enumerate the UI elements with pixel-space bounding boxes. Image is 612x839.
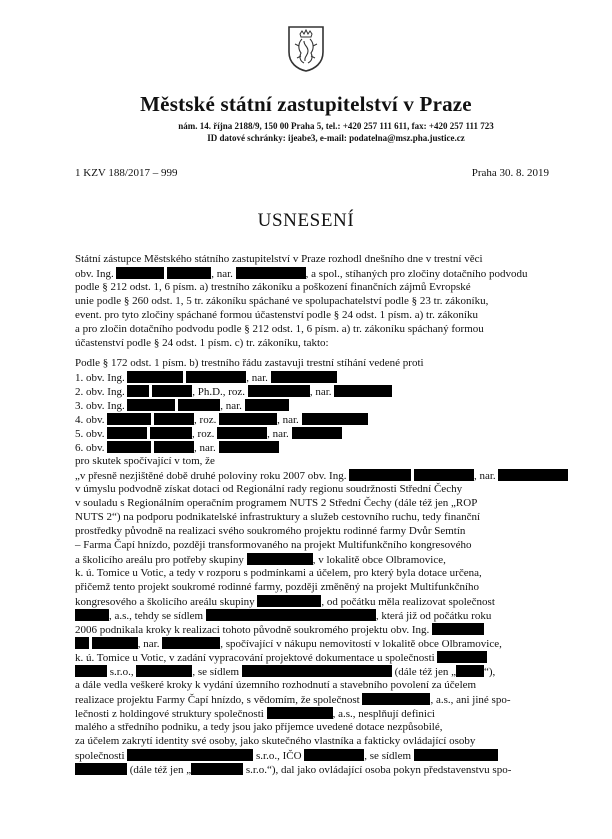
redaction bbox=[162, 637, 220, 649]
redaction bbox=[247, 553, 313, 565]
redaction bbox=[186, 371, 246, 383]
redaction bbox=[75, 609, 109, 621]
redaction bbox=[191, 763, 243, 775]
redaction bbox=[271, 371, 337, 383]
text-line: k. ú. Tomice u Votic, a tedy v rozporu s podmínkami a účelem, pro který byla dotace určena, bbox=[75, 567, 482, 579]
office-contact: ID datové schránky: ijeabe3, e-mail: podatelna@msz.pha.justice.cz bbox=[207, 133, 465, 143]
text-line: kongresového a školicího areálu skupiny , od počátku měla realizovat společnost bbox=[75, 596, 495, 608]
text-line: , a.s., tehdy se sídlem , která již od počátku roku bbox=[75, 609, 491, 623]
redaction bbox=[414, 749, 498, 761]
redaction bbox=[127, 385, 149, 397]
redaction bbox=[456, 665, 484, 677]
redaction bbox=[267, 707, 333, 719]
redaction bbox=[334, 385, 392, 397]
text-line: lečnosti z holdingové struktury společnosti , a.s., nesplňují definici bbox=[75, 708, 435, 720]
redaction bbox=[92, 637, 138, 649]
redaction bbox=[154, 441, 194, 453]
text-line: a školicího areálu pro potřeby skupiny , v lokalitě obce Olbramovice, bbox=[75, 554, 446, 566]
text-line: a dále vedla veškeré kroky k vydání územního rozhodnutí a stavebního povolení za účelem bbox=[75, 679, 477, 691]
accused-4: 4. obv. , roz. , nar. bbox=[75, 413, 368, 427]
text-line: a pro zločin dotačního podvodu podle § 212 odst. 1, 6 písm. a) tr. zákoníku spáchaný formou bbox=[75, 323, 484, 335]
text-line: v souladu s Regionálním operačním programem NUTS 2 Střední Čechy (dále též jen „ROP bbox=[75, 497, 478, 509]
document-title: USNESENÍ bbox=[257, 210, 355, 231]
redaction bbox=[107, 441, 151, 453]
text-line: Podle § 172 odst. 1 písm. b) trestního řádu zastavuji trestní stíhání vedené proti bbox=[75, 357, 424, 369]
text-line: účastenství podle § 24 odst. 1 písm. c) tr. zákoníku, takto: bbox=[75, 337, 329, 349]
text-line: (dále též jen „ s.r.o.“), dal jako ovládající osoba pokyn představenstvu spo- bbox=[75, 763, 511, 777]
text-line: realizace projektu Farmy Čapí hnízdo, s vědomím, že společnost , a.s., ani jiné spo- bbox=[75, 694, 511, 706]
redaction bbox=[349, 469, 411, 481]
text-line: NUTS 2“) na podporu podnikatelské infrastruktury a služeb cestovního ruchu, tedy finanční bbox=[75, 511, 481, 523]
text-line: s.r.o., , se sídlem (dále též jen „ “), bbox=[75, 665, 495, 679]
text-line: obv. Ing. , nar. , a spol., stíhaných pro zločiny dotačního podvodu bbox=[75, 268, 528, 280]
text-line: event. pro tyto zločiny spáchané formou účastenství podle § 24 odst. 1 písm. a) tr. zákoníku bbox=[75, 309, 478, 321]
text-line: podle § 212 odst. 1, 6 písm. a) trestního zákoníku a poškození finančních zájmů Evropské bbox=[75, 281, 471, 293]
redaction bbox=[236, 267, 306, 279]
redaction bbox=[167, 267, 211, 279]
redaction bbox=[437, 651, 487, 663]
text-line: 2006 podnikala kroky k realizaci tohoto původně soukromého projektu obv. Ing. bbox=[75, 623, 484, 637]
text-line: pro skutek spočívající v tom, že bbox=[75, 455, 215, 467]
accused-1: 1. obv. Ing. , nar. bbox=[75, 371, 337, 385]
redaction bbox=[136, 665, 192, 677]
text-line: „v přesně nezjištěné době druhé poloviny roku 2007 obv. Ing. , nar. bbox=[75, 469, 568, 483]
text-line: malého a středního podniku, a tedy jsou jako příjemce uvedené dotace nezpůsobilé, bbox=[75, 721, 443, 733]
redaction bbox=[242, 665, 392, 677]
accused-6: 6. obv. , nar. bbox=[75, 441, 279, 455]
text-line: za účelem zakrytí identity své osoby, jako skutečného vlastníka a fakticky ovládající osoby bbox=[75, 735, 476, 747]
accused-3: 3. obv. Ing. , nar. bbox=[75, 399, 289, 413]
redaction bbox=[178, 399, 220, 411]
text-line: unie podle § 260 odst. 1, 5 tr. zákoníku spáchané ve spolupachatelství podle § 23 tr. zákoníku, bbox=[75, 295, 489, 307]
redaction bbox=[432, 623, 484, 635]
text-line: přičemž tento projekt soukromé rodinné farmy, později změněný na projekt Multifunkčního bbox=[75, 581, 480, 593]
redaction bbox=[219, 413, 277, 425]
accused-5: 5. obv. , roz. , nar. bbox=[75, 427, 342, 441]
redaction bbox=[414, 469, 474, 481]
text-line: prostředky původně na realizaci svého soukromého projektu rodinné farmy Dvůr Semtín bbox=[75, 525, 466, 537]
text-line: , nar. , spočívající v nákupu nemovitostí v lokalitě obce Olbramovice, bbox=[75, 637, 502, 651]
text-line: k. ú. Tomice u Votic, v zadání vypracování projektové dokumentace u společnosti bbox=[75, 651, 487, 665]
text-line: v úmyslu podvodně získat dotaci od Regionální rady regionu soudržnosti Střední Čechy bbox=[75, 483, 463, 495]
redaction bbox=[304, 749, 364, 761]
redaction bbox=[116, 267, 164, 279]
redaction bbox=[107, 427, 147, 439]
redaction bbox=[206, 609, 376, 621]
redaction bbox=[75, 665, 107, 677]
office-name: Městské státní zastupitelství v Praze bbox=[140, 92, 472, 116]
text-line: společnosti s.r.o., IČO , se sídlem bbox=[75, 749, 498, 763]
redaction bbox=[107, 413, 151, 425]
text-line: – Farma Čapí hnízdo, později transformovaného na projekt Multifunkčního kongresového bbox=[75, 539, 472, 551]
case-reference: 1 KZV 188/2017 – 999 bbox=[75, 167, 178, 179]
redaction bbox=[217, 427, 267, 439]
redaction bbox=[127, 399, 175, 411]
accused-2: 2. obv. Ing. , Ph.D., roz. , nar. bbox=[75, 385, 392, 399]
redaction bbox=[75, 637, 89, 649]
text-line: Státní zástupce Městského státního zastupitelství v Praze rozhodl dnešního dne v trestní věci bbox=[75, 253, 483, 265]
redaction bbox=[248, 385, 310, 397]
redaction bbox=[219, 441, 279, 453]
redaction bbox=[75, 763, 127, 775]
redaction bbox=[292, 427, 342, 439]
redaction bbox=[498, 469, 568, 481]
redaction bbox=[152, 385, 192, 397]
redaction bbox=[127, 749, 253, 761]
redaction bbox=[362, 693, 430, 705]
office-address: nám. 14. října 2188/9, 150 00 Praha 5, tel.: +420 257 111 611, fax: +420 257 111 723 bbox=[178, 121, 494, 131]
redaction bbox=[154, 413, 194, 425]
redaction bbox=[127, 371, 183, 383]
place-date: Praha 30. 8. 2019 bbox=[471, 167, 549, 179]
redaction bbox=[257, 595, 321, 607]
redaction bbox=[245, 399, 289, 411]
redaction bbox=[150, 427, 192, 439]
state-emblem-icon bbox=[286, 24, 326, 72]
redaction bbox=[302, 413, 368, 425]
